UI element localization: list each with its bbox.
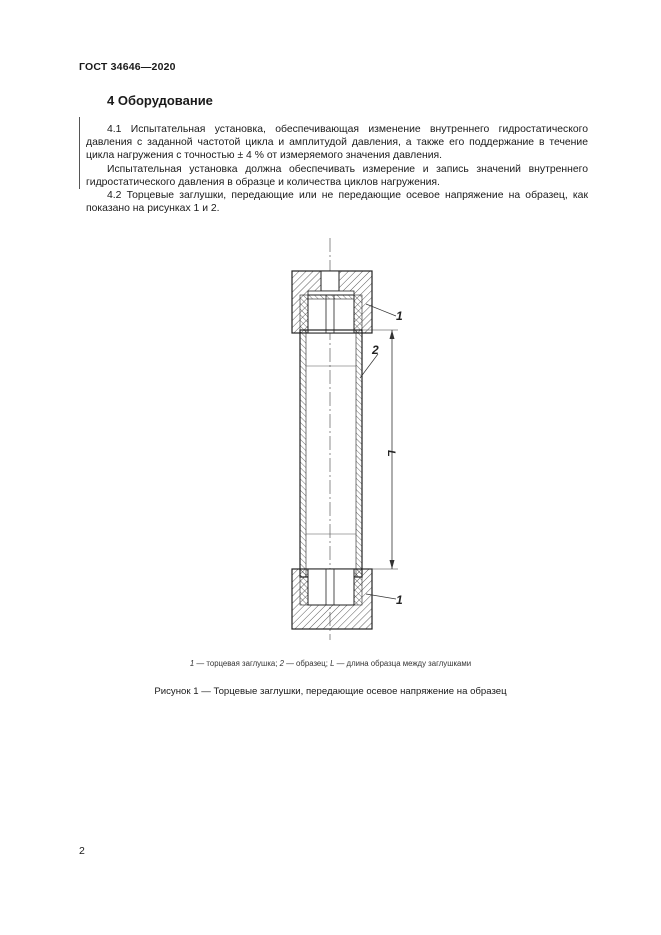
specimen-tube: [300, 330, 362, 577]
callout-2: 2: [372, 343, 379, 357]
dimension-label-L: L: [385, 450, 397, 457]
legend-text-1: — торцевая заглушка;: [194, 659, 280, 668]
legend-text-L: — длина образца между заглушками: [334, 659, 472, 668]
document-header: ГОСТ 34646—2020: [79, 61, 176, 73]
page-number: 2: [79, 845, 85, 857]
leader-specimen: [360, 354, 378, 378]
callout-1-top: 1: [396, 309, 403, 323]
callout-1-bottom: 1: [396, 593, 403, 607]
figure-caption: Рисунок 1 — Торцевые заглушки, передающие осевое напряжение на образец: [154, 686, 507, 697]
section-title: 4 Оборудование: [107, 93, 213, 108]
figure-end-plugs-drawing: [240, 238, 430, 640]
legend-text-2: — образец;: [283, 659, 331, 668]
change-bar: [79, 117, 80, 189]
paragraph-4-1-note: Испытательная установка должна обеспечивать измерение и запись значений внутреннего гидростатического давления в образце и количества циклов нагружения.: [86, 163, 588, 188]
bottom-end-plug: [292, 569, 372, 629]
legend-key-1: 1: [189, 659, 195, 668]
legend-key-2: 2: [279, 659, 284, 668]
top-end-plug: [292, 271, 372, 333]
paragraph-4-1: 4.1 Испытательная установка, обеспечивающая изменение внутреннего гидростатического давления с заданной частотой цикла и амплитудой давления, а также его поддержание в течение цикла нагружения с точностью ± 4 % от измеряемого значения давления.: [86, 124, 588, 162]
body-text: [86, 123, 588, 215]
paragraph-4-2: 4.2 Торцевые заглушки, передающие или не передающие осевое напряжение на образец, как показано на рисунках 1 и 2.: [86, 190, 588, 215]
figure-legend: [0, 659, 661, 668]
legend-key-L: L: [330, 659, 335, 668]
